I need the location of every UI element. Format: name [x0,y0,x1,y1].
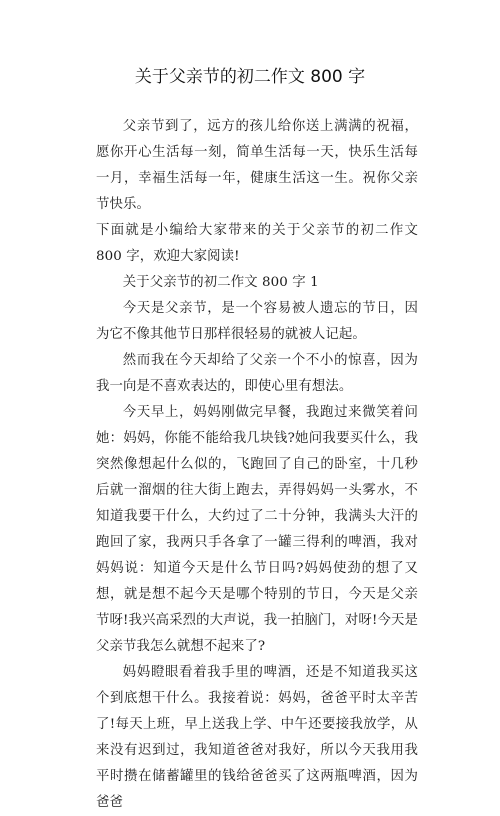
document-body [96,114,418,816]
paragraph: 下面就是小编给大家带来的关于父亲节的初二作文 800 字，欢迎大家阅读! [96,223,418,264]
paragraph: 妈妈瞪眼看着我手里的啤酒，还是不知道我买这个到底想干什么。我接着说：妈妈，爸爸平时太辛苦了!每天上班，早上送我上学、中午还要接我放学，从来没有迟到过，我知道爸爸对我好，所以今天我用我平时攒在储蓄罐里的钱给爸爸买了这两瓶啤酒，因为爸爸 [96,665,418,810]
paragraph: 然而我在今天却给了父亲一个不小的惊喜，因为我一向是不喜欢表达的，即使心里有想法。 [96,353,418,394]
paragraph: 父亲节到了，远方的孩儿给你送上满满的祝福，愿你开心生活每一刻，简单生活每一天，快乐生活每一月，幸福生活每一年，健康生活这一生。祝你父亲节快乐。 [96,119,418,212]
paragraph: 今天早上，妈妈刚做完早餐，我跑过来微笑着问她：妈妈，你能不能给我几块钱?她问我要买什么，我突然像想起什么似的，飞跑回了自己的卧室，十几秒后就一溜烟的往大街上跑去，弄得妈妈一头雾水，不知道我要干什么，大约过了二十分钟，我满头大汗的跑回了家，我两只手各拿了一罐三得利的啤酒，我对妈妈说：知道今天是什么节日吗?妈妈使劲的想了又想，就是想不起今天是哪个特别的节日，今天是父亲节呀!我兴高采烈的大声说，我一拍脑门，对呀!今天是父亲节我怎么就想不起来了? [96,405,418,654]
page-title: 关于父亲节的初二作文 800 字 [134,67,366,87]
paragraph: 关于父亲节的初二作文 800 字 1 [122,275,319,290]
paragraph: 今天是父亲节，是一个容易被人遗忘的节日，因为它不像其他节日那样很轻易的就被人记起。 [96,301,418,342]
